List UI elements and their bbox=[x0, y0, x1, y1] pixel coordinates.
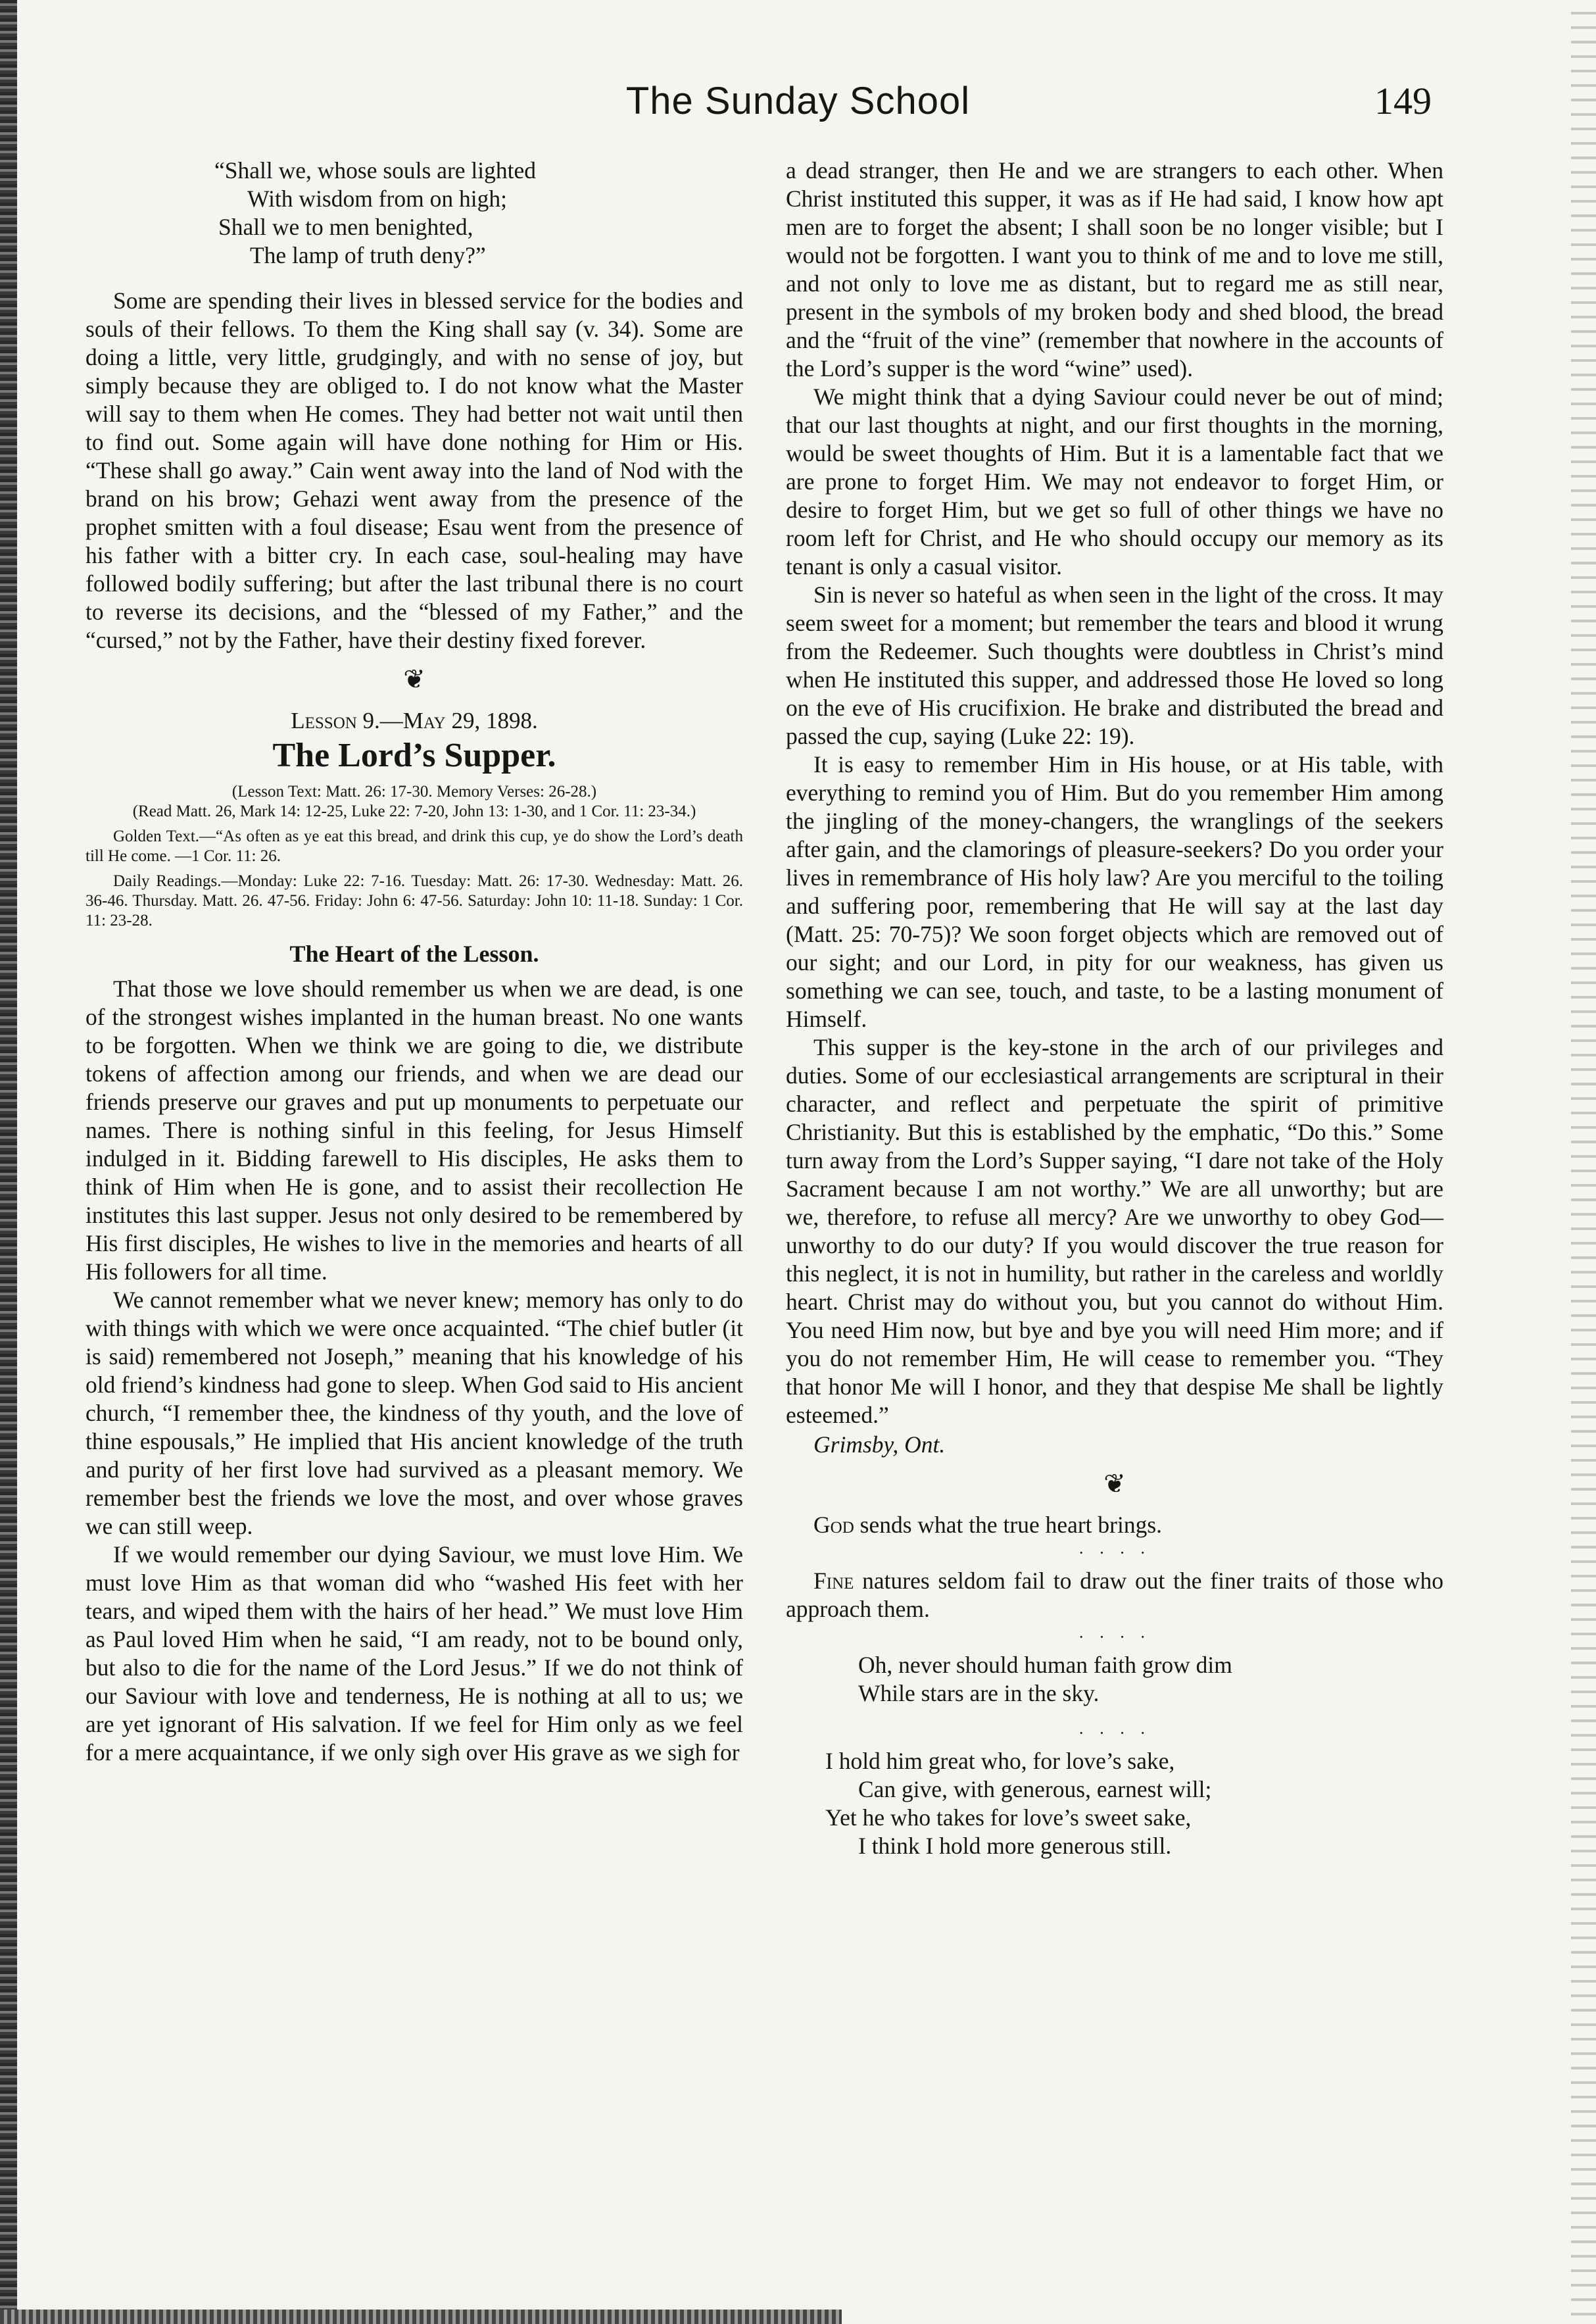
closing-poem bbox=[786, 1747, 1443, 1860]
poem-line: “Shall we, whose souls are lighted bbox=[214, 157, 537, 184]
paragraph: That those we love should remember us when we are dead, is one of the strongest wishes implanted in the human breast. No one wants to be forgotten. When we think we are going to die, we distribute tokens of affection among our friends, and when we are dead our friends preserve our graves and put up monuments to perpetuate our names. There is nothing sinful in this feeling, for Jesus Himself indulged in it. Bidding farewell to His disciples, He asks them to think of Him when He is gone, and to assist their recollection He institutes this last supper. Jesus not only desired to be remembered by His first disciples, He wishes to live in the memories and hearts of all His followers for all time. bbox=[85, 976, 743, 1285]
read-ref: (Read Matt. 26, Mark 14: 12-25, Luke 22: 7-20, John 13: 1-30, and 1 Cor. 11: 23-34.) bbox=[132, 803, 696, 820]
paragraph: Some are spending their lives in blessed service for the bodies and souls of their fellows. To them the King shall say (v. 34). Some are doing a little, very little, grudgingly, and with no sense of joy, but simply because they are obliged to. I do not know what the Master will say to them when He comes. They had better not wait until then to find out. Some again will have done nothing for Him or His. “These shall go away.” Cain went away into the land of Nod with the brand on his brow; Gehazi went away from the presence of the prophet smitten with a foul disease; Esau went from the presence of his father with a bitter cry. In each case, soul-healing may have followed bodily suffering; but after the last tribunal there is no court to reverse its decisions, and the “blessed of my Father,” and the “cursed,” not by the Father, have their destiny fixed forever. bbox=[85, 287, 743, 653]
saying-lead: Fine bbox=[813, 1568, 854, 1594]
lesson-title: The Lord’s Supper. bbox=[272, 737, 556, 774]
poem-line: Can give, with generous, earnest will; bbox=[858, 1776, 1212, 1802]
paragraph: It is easy to remember Him in His house, or at His table, with everything to remind you of Him. But do you remember Him among the jingling of the money-changers, the wranglings of the seekers after gain, and the clamorings of pleasure-seekers? Do you order your lives in remembrance of His holy law? Are you merciful to the toiling and suffering poor, remembering that He will say at the last day (Matt. 25: 70-75)? We soon forget objects which are removed out of our sight; and our Lord, in pity for our weakness, has given us something we can see, touch, and taste, to be a lasting monument of Himself. bbox=[786, 751, 1443, 1032]
section-subhead: The Heart of the Lesson. bbox=[289, 941, 539, 967]
left-column bbox=[85, 157, 743, 1767]
paragraph: If we would remember our dying Saviour, we must love Him. We must love Him as that woman did who “washed His feet with her tears, and wiped them with the hairs of her head.” We must love Him as Paul loved Him when he said, “I am ready, not to be bound only, but also to die for the name of the Lord Jesus.” If we do not think of our Saviour with love and tenderness, He is nothing at all to us; we are yet ignorant of His salvation. If we feel for Him only as we feel for a mere acquaintance, if we only sigh over His grave as we sigh for bbox=[85, 1541, 743, 1766]
dot-separator: · · · · bbox=[1078, 1543, 1151, 1562]
scan-bottom-edge bbox=[0, 2310, 842, 2324]
paragraph: Sin is never so hateful as when seen in the light of the cross. It may seem sweet for a moment; but remember the tears and blood it wrung from the Redeemer. Such thoughts were doubtless in Christ’s mind when He instituted this supper, and addressed those He loved so long on the eve of His crucifixion. He brake and distributed the bread and passed the cup, saying (Luke 22: 19). bbox=[786, 581, 1443, 749]
scan-right-edge bbox=[1571, 0, 1596, 2324]
saying-text: sends what the true heart brings. bbox=[854, 1512, 1163, 1538]
lesson-heading: Lesson 9.—May 29, 1898. bbox=[291, 708, 538, 733]
poem-line: I hold him great who, for love’s sake, bbox=[825, 1748, 1175, 1774]
ornament-icon: ❦ bbox=[403, 664, 425, 694]
short-poem bbox=[786, 1651, 1443, 1708]
paragraph: We cannot remember what we never knew; memory has only to do with things with which we were once acquainted. “The chief butler (it is said) remembered not Joseph,” meaning that his knowledge of his old friend’s kindness had gone to sleep. When God said to His ancient church, “I remember thee, the kindness of thy youth, and the love of thine espousals,” He implied that His ancient knowledge of the truth and purity of her first love had survived as a pleasant memory. We remember best the friends we love the most, and over whose graves we can still weep. bbox=[85, 1287, 743, 1539]
saying-text: natures seldom fail to draw out the finer traits of those who approach them. bbox=[786, 1568, 1443, 1622]
poem-line: Oh, never should human faith grow dim bbox=[858, 1652, 1232, 1678]
daily-readings: Daily Readings.—Monday: Luke 22: 7-16. Tuesday: Matt. 26: 17-30. Wednesday: Matt. 26. 36-46. Thursday. Matt. 26. 47-56. Friday: John 6: 47-56. Saturday: John 10: 11-18. Sunday: 1 Cor. 11: 23-28. bbox=[85, 872, 743, 929]
poem-line: The lamp of truth deny?” bbox=[250, 242, 486, 268]
lesson-text-ref: (Lesson Text: Matt. 26: 17-30. Memory Verses: 26-28.) bbox=[231, 783, 597, 801]
page-number: 149 bbox=[1374, 80, 1432, 122]
opening-poem bbox=[85, 157, 743, 270]
dot-separator: · · · · bbox=[1078, 1723, 1151, 1743]
page-header bbox=[0, 71, 1596, 130]
saying-lead: God bbox=[813, 1512, 854, 1538]
dot-separator: · · · · bbox=[1078, 1627, 1151, 1646]
running-title: The Sunday School bbox=[625, 80, 971, 122]
poem-line: I think I hold more generous still. bbox=[858, 1833, 1172, 1859]
golden-text: Golden Text.—“As often as ye eat this bread, and drink this cup, ye do show the Lord’s death till He come. —1 Cor. 11: 26. bbox=[85, 828, 743, 865]
poem-line: With wisdom from on high; bbox=[247, 185, 507, 212]
saying bbox=[786, 1511, 1443, 1539]
poem-line: Shall we to men benighted, bbox=[218, 214, 473, 240]
paragraph: We might think that a dying Saviour could never be out of mind; that our last thoughts at night, and our first thoughts in the morning, would be sweet thoughts of Him. But it is a lamentable fact that we are prone to forget Him. We may not endeavor to forget Him, or desire to forget Him, but we get so full of other things we have no room left for Christ, and He who should occupy our memory as its tenant is only a casual visitor. bbox=[786, 383, 1443, 580]
right-column bbox=[786, 157, 1443, 1877]
signature: Grimsby, Ont. bbox=[813, 1431, 946, 1458]
saying bbox=[786, 1567, 1443, 1623]
ornament-icon: ❦ bbox=[1103, 1469, 1126, 1498]
poem-line: Yet he who takes for love’s sweet sake, bbox=[825, 1804, 1192, 1831]
paragraph: a dead stranger, then He and we are strangers to each other. When Christ instituted this supper, it was as if He had said, I know how apt men are to forget the absent; I shall soon be no longer visible; but I would not be forgotten. I want you to think of me and to love me still, and not only to love me as distant, but to regard me as still near, present in the symbols of my broken body and shed blood, the bread and the “fruit of the vine” (remember that nowhere in the accounts of the Lord’s supper is the word “wine” used). bbox=[786, 157, 1443, 382]
scan-left-edge bbox=[0, 0, 17, 2324]
poem-line: While stars are in the sky. bbox=[858, 1680, 1100, 1706]
paragraph: This supper is the key-stone in the arch of our privileges and duties. Some of our ecclesiastical arrangements are scriptural in their character, and reflect and perpetuate the spirit of primitive Christianity. But this is established by the emphatic, “Do this.” Some turn away from the Lord’s Supper saying, “I dare not take of the Holy Sacrament because I am not worthy.” We are all unworthy; but are we, therefore, to refuse all mercy? Are we unworthy to obey God—unworthy to do our duty? If you would discover the true reason for this neglect, it is not in humility, but rather in the careless and worldly heart. Christ may do without you, but you cannot do without Him. You need Him now, but bye and bye you will need Him more; and if you do not remember Him, He will cease to remember you. “They that honor Me will I honor, and they that despise Me shall be lightly esteemed.” bbox=[786, 1034, 1443, 1428]
